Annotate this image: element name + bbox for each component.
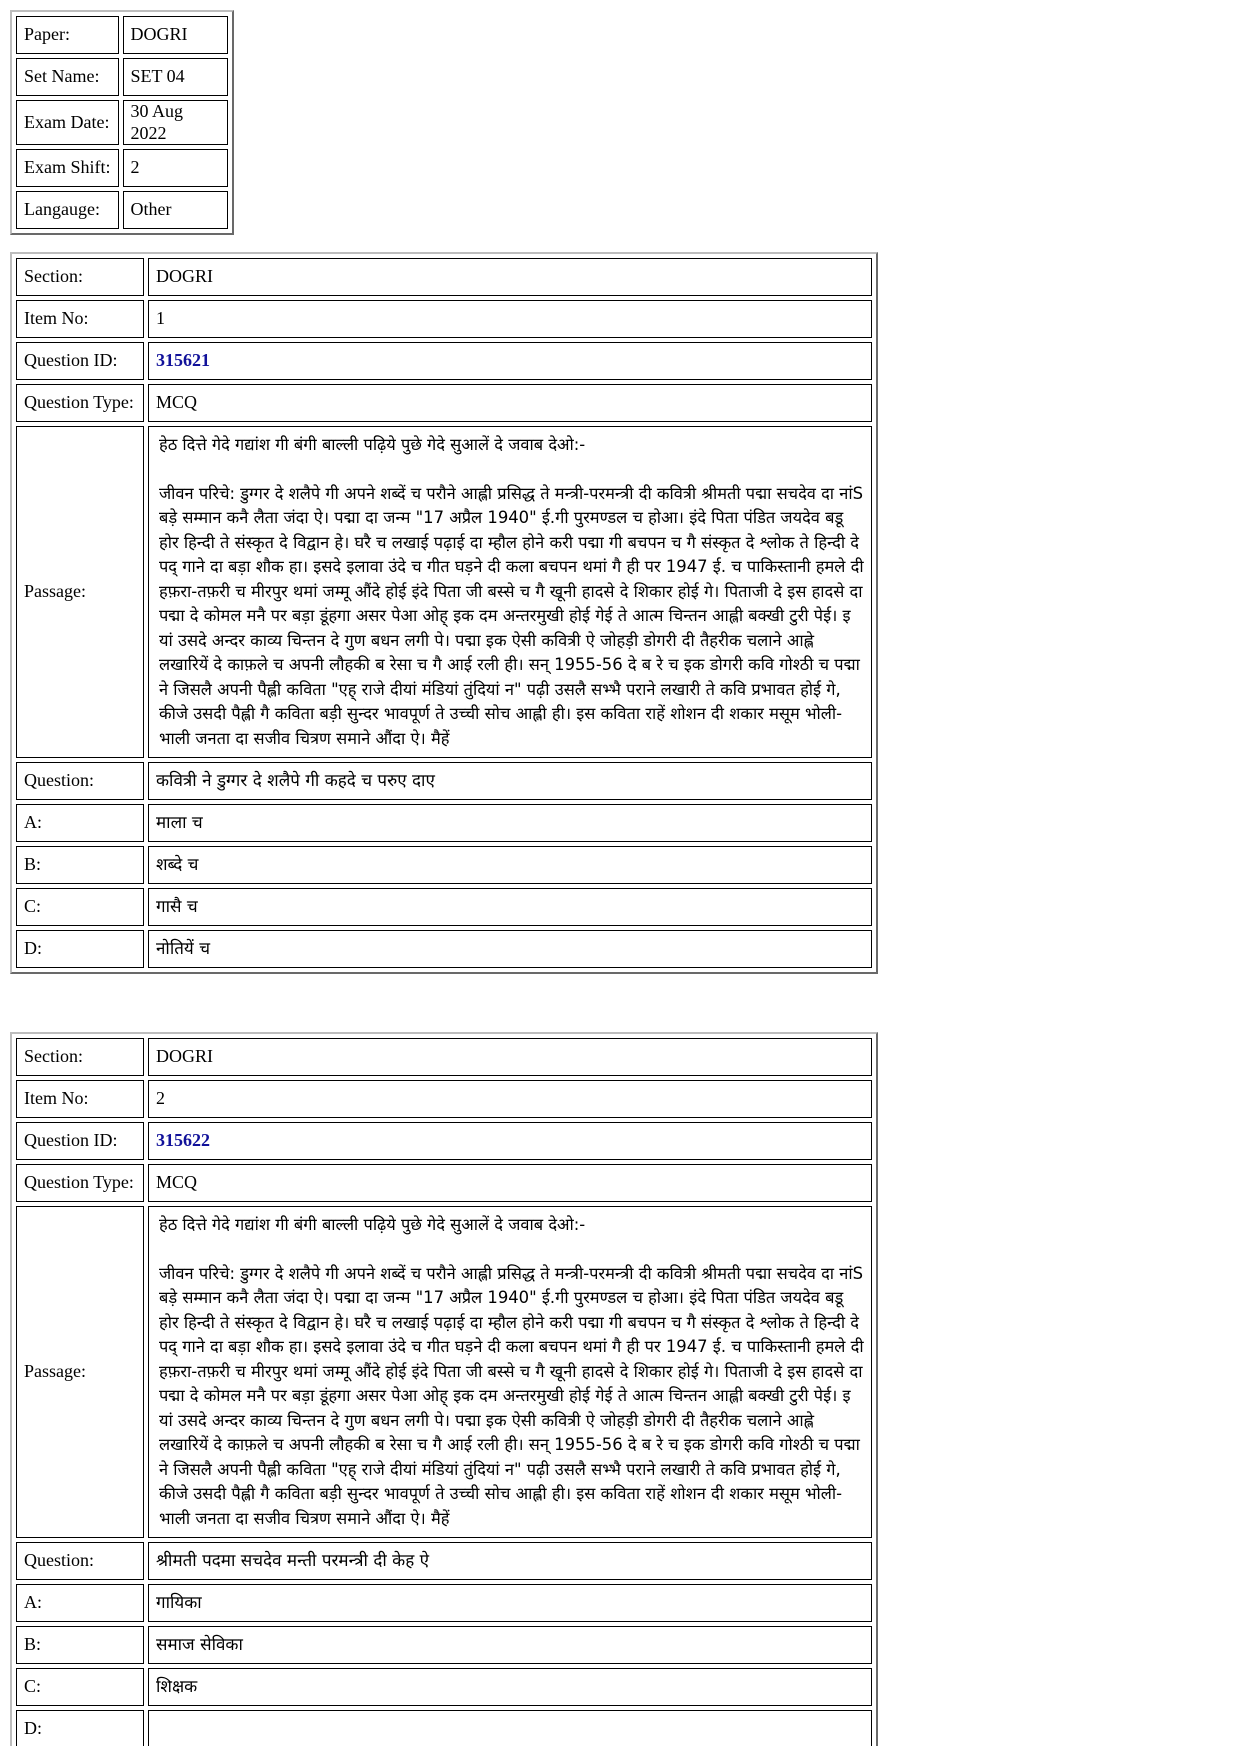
question-id-value: 315621: [148, 342, 872, 380]
language-value: Other: [123, 191, 229, 229]
option-d-label: D:: [16, 1710, 144, 1746]
option-d-row: [16, 1710, 872, 1746]
passage-body: जीवन परिचे: डुग्गर दे शलैपे गी अपने शब्दें च परौने आह्ली प्रसिद्ध ते मन्त्री-परमन्त्री दी कवित्री श्रीमती पद्मा सचदेव दा नांS बड़े सम्मान कनै लैता जंदा ऐ। पद्मा दा जन्म "17 अप्रैल 1940" ई.गी पुरमण्डल च होआ। इंदे पिता पंडित जयदेव बडू होर हिन्दी ते संस्कृत दे विद्वान हे। घरै च लखाई पढ़ाई दा म्हौल होने करी पद्मा गी बचपन च गै संस्कृत दे श्लोक ते हिन्दी दे पद् गाने दा बड़ा शौक हा। इसदे इलावा उंदे च गीत घड़ने दी कला बचपन थमां गै ही पर 1947 ई. च पाकिस्तानी हमले दी हफ़रा-तफ़री च मीरपुर थमां जम्मू औंदे होई इंदे पिता जी बस्से च गै खूनी हादसे दे शिकार होई गे। पिताजी दे इस हादसे दा पद्मा दे कोमल मनै पर बड़ा डूंहगा असर पेआ ओह् इक दम अन्तरमुखी होई गेई ते आत्म चिन्तन आह्ली बक्खी टुरी पेई। इ यां उसदे अन्दर काव्य चिन्तन दे गुण बधन लगी पे। पद्मा इक ऐसी कवित्री ऐ जोहड़ी डोगरी दी तैहरीक चलाने आह्ले लखारियें दे काफ़ले च अपनी लौहकी ब रेसा च गै आई रली ही। सन् 1955-56 दे ब रे च इक डोगरी कवि गोश्ठी च पद्मा ने जिसलै अपनी पैह्ली कविता "एह् राजे दीयां मंडियां तुंदियां न" पढ़ी उसलै सभ्भै पराने लखारी ते कवि प्रभावत होई गे, कीजे उसदी पैह्ली गै कविता बड़ी सुन्दर भावपूर्ण ते उच्ची सोच आह्ली ही। इस कविता राहें शोशन दी शकार मसूम भोली-भाली जनता दा सजीव चित्रण समाने औंदा ऐ। मैहें: [159, 1263, 864, 1528]
language-label: Langauge:: [16, 191, 119, 229]
exam-date-label: Exam Date:: [16, 100, 119, 145]
section-row: [16, 1038, 872, 1076]
question-label: Question:: [16, 1542, 144, 1580]
passage-intro: हेठ दित्ते गेदे गद्यांश गी बंगी बाल्ली पढ़िये पुछे गेदे सुआलें दे जवाब देओ:-: [159, 435, 586, 454]
question-label: Question:: [16, 762, 144, 800]
paper-label: Paper:: [16, 16, 119, 54]
question-type-label: Question Type:: [16, 1164, 144, 1202]
option-a-text: गायिका: [148, 1584, 872, 1622]
passage-row: [16, 1206, 872, 1538]
question-id-value: 315622: [148, 1122, 872, 1160]
question-type-value: MCQ: [148, 1164, 872, 1202]
passage-intro: हेठ दित्ते गेदे गद्यांश गी बंगी बाल्ली पढ़िये पुछे गेदे सुआलें दे जवाब देओ:-: [159, 1215, 586, 1234]
option-c-row: [16, 1668, 872, 1706]
exam-date-value: 30 Aug 2022: [123, 100, 229, 145]
option-b-text: शब्दे च: [148, 846, 872, 884]
exam-shift-value: 2: [123, 149, 229, 187]
option-c-label: C:: [16, 1668, 144, 1706]
passage-label: Passage:: [16, 1206, 144, 1538]
question-type-value: MCQ: [148, 384, 872, 422]
exam-shift-label: Exam Shift:: [16, 149, 119, 187]
option-b-row: [16, 1626, 872, 1664]
question-type-label: Question Type:: [16, 384, 144, 422]
item-no-label: Item No:: [16, 1080, 144, 1118]
section-value: DOGRI: [148, 258, 872, 296]
question-text: श्रीमती पदमा सचदेव मन्ती परमन्त्री दी केह ऐ: [148, 1542, 872, 1580]
item-no-value: 1: [148, 300, 872, 338]
section-label: Section:: [16, 258, 144, 296]
option-c-text: गासै च: [148, 888, 872, 926]
question-id-row: [16, 1122, 872, 1160]
question-row: [16, 1542, 872, 1580]
question-text: कवित्री ने डुग्गर दे शलैपे गी कहदे च परुए दाए: [148, 762, 872, 800]
option-b-label: B:: [16, 1626, 144, 1664]
option-a-label: A:: [16, 804, 144, 842]
option-d-label: D:: [16, 930, 144, 968]
passage-text: [148, 1206, 872, 1538]
set-name-label: Set Name:: [16, 58, 119, 96]
question-id-label: Question ID:: [16, 342, 144, 380]
passage-label: Passage:: [16, 426, 144, 758]
set-name-value: SET 04: [123, 58, 229, 96]
option-d-text: [148, 1710, 872, 1746]
paper-value: DOGRI: [123, 16, 229, 54]
option-a-row: [16, 1584, 872, 1622]
passage-body: जीवन परिचे: डुग्गर दे शलैपे गी अपने शब्दें च परौने आह्ली प्रसिद्ध ते मन्त्री-परमन्त्री दी कवित्री श्रीमती पद्मा सचदेव दा नांS बड़े सम्मान कनै लैता जंदा ऐ। पद्मा दा जन्म "17 अप्रैल 1940" ई.गी पुरमण्डल च होआ। इंदे पिता पंडित जयदेव बडू होर हिन्दी ते संस्कृत दे विद्वान हे। घरै च लखाई पढ़ाई दा म्हौल होने करी पद्मा गी बचपन च गै संस्कृत दे श्लोक ते हिन्दी दे पद् गाने दा बड़ा शौक हा। इसदे इलावा उंदे च गीत घड़ने दी कला बचपन थमां गै ही पर 1947 ई. च पाकिस्तानी हमले दी हफ़रा-तफ़री च मीरपुर थमां जम्मू औंदे होई इंदे पिता जी बस्से च गै खूनी हादसे दे शिकार होई गे। पिताजी दे इस हादसे दा पद्मा दे कोमल मनै पर बड़ा डूंहगा असर पेआ ओह् इक दम अन्तरमुखी होई गेई ते आत्म चिन्तन आह्ली बक्खी टुरी पेई। इ यां उसदे अन्दर काव्य चिन्तन दे गुण बधन लगी पे। पद्मा इक ऐसी कवित्री ऐ जोहड़ी डोगरी दी तैहरीक चलाने आह्ले लखारियें दे काफ़ले च अपनी लौहकी ब रेसा च गै आई रली ही। सन् 1955-56 दे ब रे च इक डोगरी कवि गोश्ठी च पद्मा ने जिसलै अपनी पैह्ली कविता "एह् राजे दीयां मंडियां तुंदियां न" पढ़ी उसलै सभ्भै पराने लखारी ते कवि प्रभावत होई गे, कीजे उसदी पैह्ली गै कविता बड़ी सुन्दर भावपूर्ण ते उच्ची सोच आह्ली ही। इस कविता राहें शोशन दी शकार मसूम भोली-भाली जनता दा सजीव चित्रण समाने औंदा ऐ। मैहें: [159, 483, 864, 748]
option-b-text: समाज सेविका: [148, 1626, 872, 1664]
item-no-row: [16, 1080, 872, 1118]
option-a-label: A:: [16, 1584, 144, 1622]
option-a-text: माला च: [148, 804, 872, 842]
option-b-label: B:: [16, 846, 144, 884]
option-d-text: नोतियें च: [148, 930, 872, 968]
question-table: [10, 1032, 878, 1746]
item-no-label: Item No:: [16, 300, 144, 338]
question-id-label: Question ID:: [16, 1122, 144, 1160]
section-label: Section:: [16, 1038, 144, 1076]
option-c-text: शिक्षक: [148, 1668, 872, 1706]
option-c-label: C:: [16, 888, 144, 926]
item-no-value: 2: [148, 1080, 872, 1118]
question-type-row: [16, 1164, 872, 1202]
section-value: DOGRI: [148, 1038, 872, 1076]
